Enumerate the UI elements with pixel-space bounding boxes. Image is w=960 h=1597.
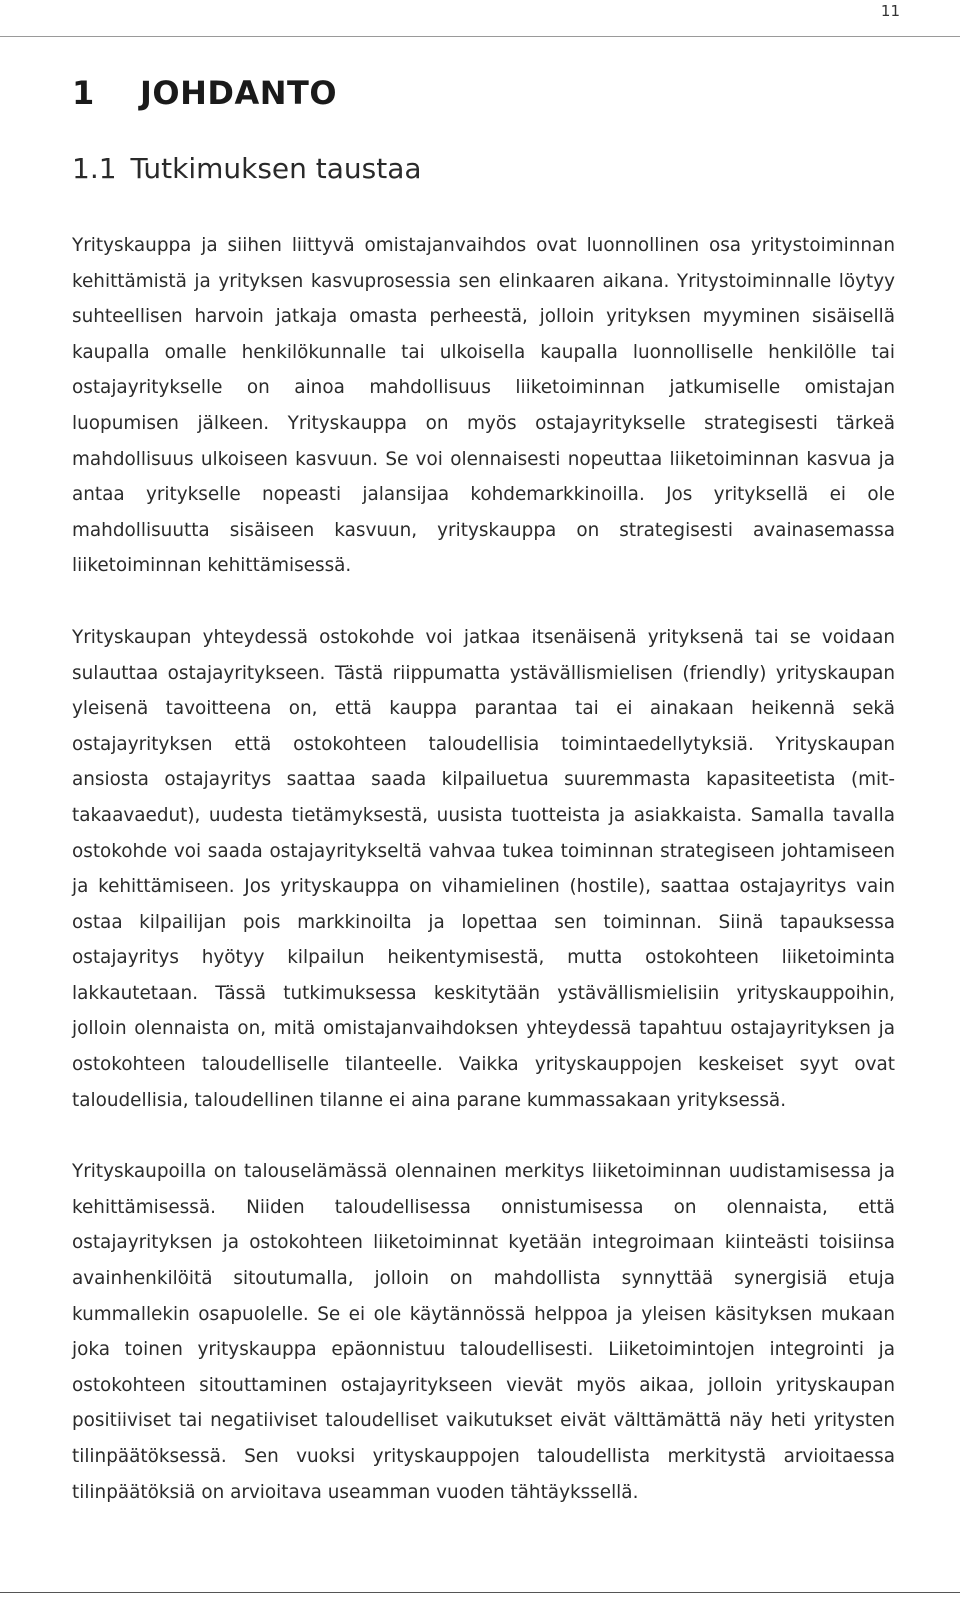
header-divider [0,36,960,37]
section-title: Tutkimuksen taustaa [130,152,422,185]
section-heading [72,152,422,185]
footer-divider [0,1592,960,1593]
paragraph: Yrityskaupoilla on talouselämässä olennainen merkitys liiketoiminnan uudistamisessa ja kehittämisessä. Niiden taloudellisessa onnistumisessa on olennaista, että ostajayrityksen ja ostokohteen liiketoiminnat kyetään integroimaan kiinteästi toisiinsa avainhenkilöitä sitoutumalla, jolloin on mahdollista synnyttää synergisiä etuja kummallekin osapuolelle. Se ei ole käytännössä helppoa ja yleisen käsityksen mukaan joka toinen yrityskauppa epäonnistuu taloudellisesti. Liiketoimintojen integrointi ja ostokohteen sitouttaminen ostajayritykseen vievät myös aikaa, jolloin yrityskaupan positiiviset tai negatiiviset taloudelliset vaikutukset eivät välttämättä näy heti yritysten tilinpäätöksessä. Sen vuoksi yrityskauppojen taloudellista merkitystä arvioitaessa tilinpäätöksiä on arvioitava useamman vuoden tähtäykssellä. [72,1161,895,1503]
page-number: 11 [880,2,900,20]
section-number: 1.1 [72,152,117,185]
body-text [72,228,895,1546]
chapter-title: JOHDANTO [140,74,338,112]
paragraph: Yrityskauppa ja siihen liittyvä omistajanvaihdos ovat luonnollinen osa yritystoiminnan kehittämistä ja yrityksen kasvuprosessia sen elinkaaren aikana. Yritystoiminnalle löytyy suhteellisen harvoin jatkaja omasta perheestä, jolloin yrityksen myyminen sisäisellä kaupalla omalle henkilökunnalle tai ulkoisella kaupalla luonnolliselle henkilölle tai ostajayritykselle on ainoa mahdollisuus liiketoiminnan jatkumiselle omistajan luopumisen jälkeen. Yrityskauppa on myös ostajayritykselle strategisesti tärkeä mahdollisuus ulkoiseen kasvuun. Se voi olennaisesti nopeuttaa liiketoiminnan kasvua ja antaa yritykselle nopeasti jalansijaa kohdemarkkinoilla. Jos yrityksellä ei ole mahdollisuutta sisäiseen kasvuun, yrityskauppa on strategisesti avainasemassa liiketoiminnan kehittämisessä. [72,235,895,577]
chapter-number: 1 [72,74,95,112]
chapter-heading [72,74,337,112]
paragraph: Yrityskaupan yhteydessä ostokohde voi jatkaa itsenäisenä yrityksenä tai se voidaan sulauttaa ostajayritykseen. Tästä riippumatta ystävällismielisen (friendly) yrityskaupan yleisenä tavoitteena on, että kauppa parantaa tai ei ainakaan heikennä sekä ostajayrityksen että ostokohteen taloudellisia toimintaedellytyksiä. Yrityskaupan ansiosta ostajayritys saattaa saada kilpailuetua suuremmasta kapasiteetista (mittakaavaedut), uudesta tietämyksestä, uusista tuotteista ja asiakkaista. Samalla tavalla ostokohde voi saada ostajayritykseltä vahvaa tukea toiminnan strategiseen johtamiseen ja kehittämiseen. Jos yrityskauppa on vihamielinen (hostile), saattaa ostajayritys vain ostaa kilpailijan pois markkinoilta ja lopettaa sen toiminnan. Siinä tapauksessa ostajayritys hyötyy kilpailun heikentymisestä, mutta ostokohteen liiketoiminta lakkautetaan. Tässä tutkimuksessa keskitytään ystävällismielisiin yrityskauppoihin, jolloin olennaista on, mitä omistajanvaihdoksen yhteydessä tapahtuu ostajayrityksen ja ostokohteen taloudelliselle tilanteelle. Vaikka yrityskauppojen keskeiset syyt ovat taloudellisia, taloudellinen tilanne ei aina parane kummassakaan yrityksessä. [72,626,895,1111]
